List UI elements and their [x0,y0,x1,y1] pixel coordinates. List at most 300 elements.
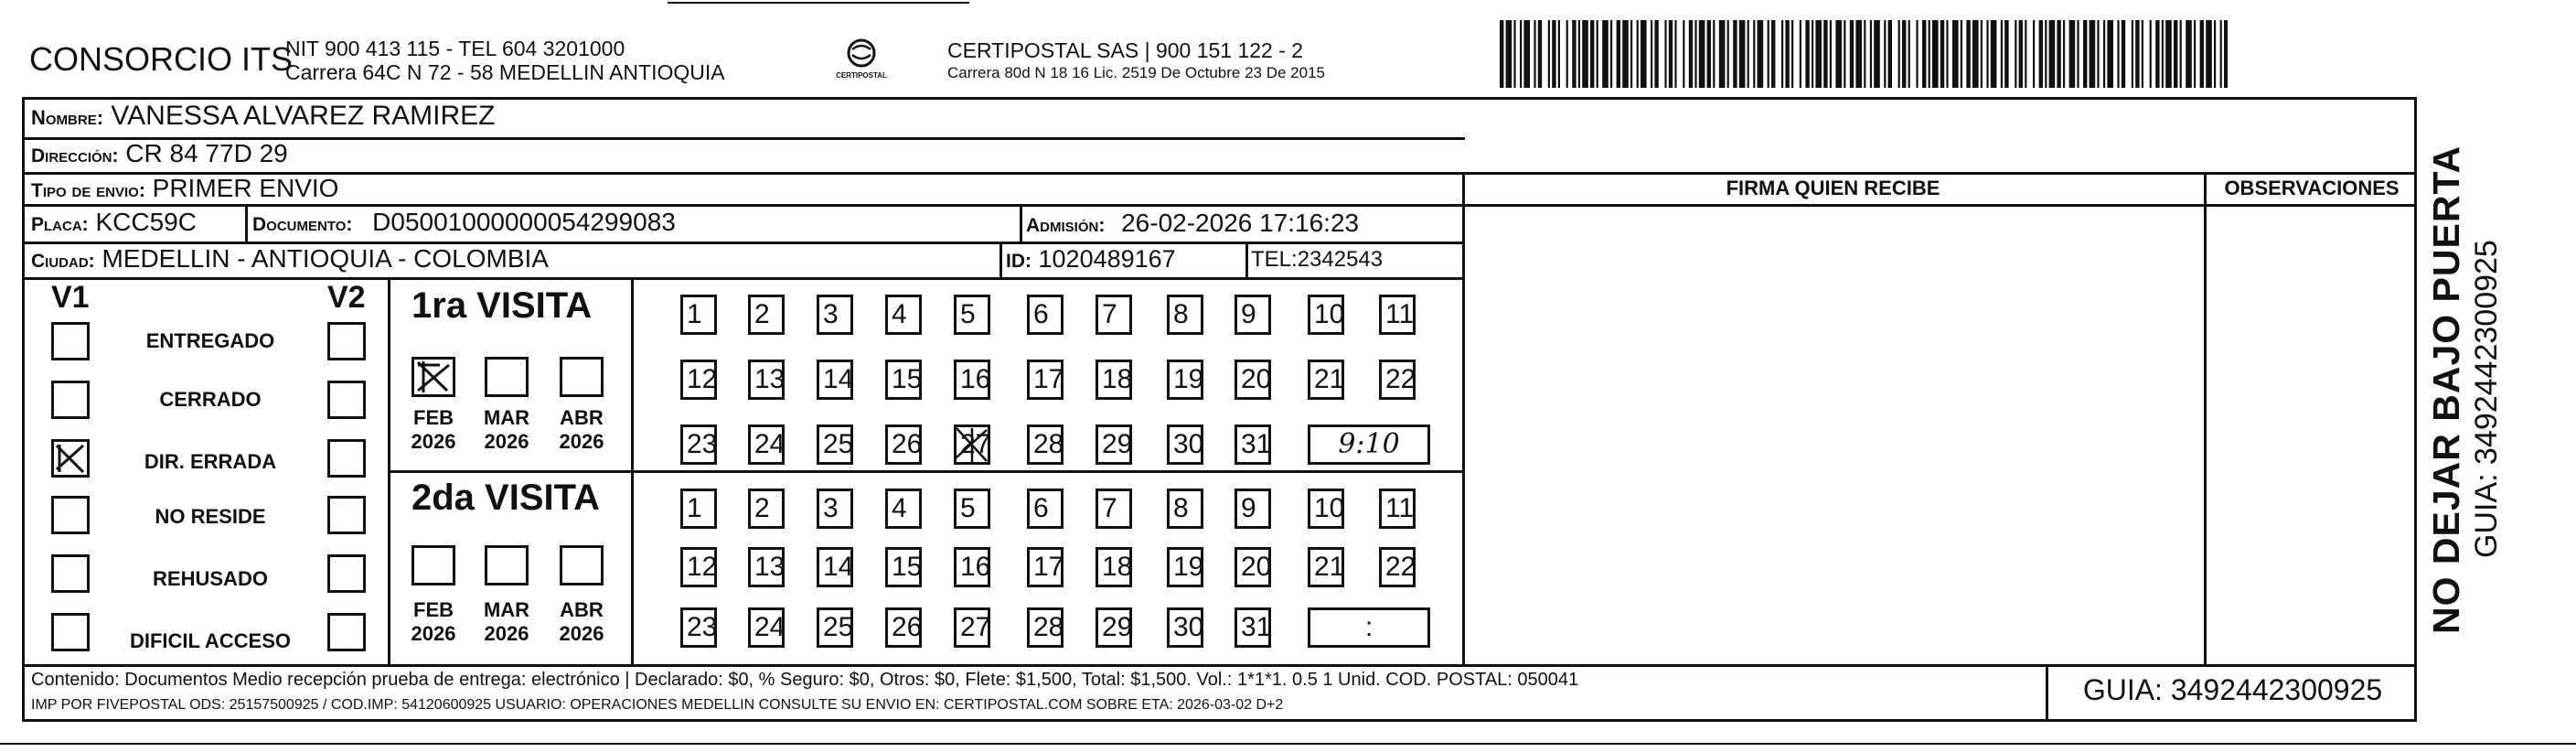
company-name: CONSORCIO ITS [29,40,294,78]
visit2-day-label: 30 [1173,612,1204,642]
v1-dir-errada-checkbox[interactable] [51,439,90,478]
barcode-bar [1850,20,1854,88]
visit1-day-31-box[interactable] [1235,424,1271,465]
nombre-value: VANESSA ALVAREZ RAMIREZ [111,101,496,131]
visit2-day-label: 8 [1173,493,1189,523]
status-entregado: ENTREGADO [145,329,275,352]
visit1-time-box[interactable] [1308,424,1430,465]
barcode-bar [2083,20,2087,88]
barcode-bar [1966,20,1970,88]
barcode-bar [1855,20,1862,88]
visit1-title: 1ra VISITA [412,285,593,326]
barcode-bar [1674,20,1676,88]
v1-rehusado-checkbox[interactable] [51,554,90,593]
barcode-bar [2224,20,2228,88]
visit2-day-label: 9 [1241,493,1256,523]
visit1-day-label: 22 [1385,364,1416,394]
visit1-day-17-box[interactable] [1027,360,1064,400]
visit1-day-label: 9 [1241,299,1256,329]
visit2-day-14-box[interactable] [817,547,853,587]
barcode-bar [1520,20,1522,88]
barcode-bar [1823,20,1827,88]
visit1-day-9-box[interactable] [1235,295,1271,335]
barcode-bar [1699,20,1705,88]
visit2-day-label: 7 [1102,493,1117,523]
barcode-bar [2122,20,2125,88]
barcode-bar [1753,20,1755,88]
barcode-bar [1513,20,1515,88]
visit1-day-8-box[interactable] [1167,295,1203,335]
visit1-day-5-box[interactable] [954,295,990,335]
footer-imp: IMP POR FIVEPOSTAL ODS: 25157500925 / COD.IMP: 54120600925 USUARIO: OPERACIONES MEDELLIN CONSULTE SU ENVIO EN: CERTIPOSTAL.COM SOBRE ETA: 2026-03-02 D+2 [31,697,1284,713]
visit1-day-4-box[interactable] [885,295,922,335]
visit2-day-27-box[interactable] [954,607,990,648]
barcode-bar [1669,20,1673,88]
barcode-bar [1694,20,1696,88]
barcode-bar [2186,20,2192,88]
barcode-bar [1929,20,1930,88]
barcode-bar [2103,20,2105,88]
visit2-day-label: 23 [687,612,718,642]
barcode-bar [1791,20,1793,88]
visit1-day-label: 27 [960,429,991,459]
visit1-feb-checkbox[interactable] [412,357,455,397]
visit2-title: 2da VISITA [412,478,600,518]
visit2-day-label: 28 [1033,612,1064,642]
visit2-day-label: 12 [687,552,718,582]
barcode-bar [1844,20,1845,88]
barcode-bar [1991,20,1997,88]
tel-label: TEL: [1251,247,1298,272]
barcode-bar [1768,20,1769,88]
tel-value: 2342543 [1297,247,1384,272]
visit2-day-21-box[interactable] [1308,547,1344,587]
visit2-day-label: 25 [823,612,854,642]
barcode-bar [1986,20,1988,88]
visit2-year-feb: 2026 [411,622,456,645]
footer-guia: GUIA: 3492442300925 [2082,673,2383,706]
visit1-day-label: 15 [892,364,923,394]
barcode-bar [1864,20,1865,88]
visit2-abr-checkbox[interactable] [560,545,604,585]
visit1-day-29-box[interactable] [1096,424,1132,465]
barcode-bar [1781,20,1783,88]
barcode-bar [1733,20,1737,88]
visit2-day-9-box[interactable] [1235,489,1271,529]
visit1-day-3-box[interactable] [817,295,853,335]
barcode-bar [2194,20,2196,88]
handwritten-cross-mark [54,442,87,475]
visit2-day-30-box[interactable] [1167,607,1203,648]
visit2-year-mar: 2026 [484,622,529,645]
barcode-bar [2117,20,2119,88]
barcode-bar [1552,20,1555,88]
visit1-year-mar: 2026 [484,430,529,453]
visit2-day-label: 2 [754,493,770,523]
tipo-envio-label: Tipo de envio: [31,180,145,201]
barcode-bar [1870,20,1872,88]
visit1-day-27-box[interactable] [954,424,990,465]
barcode-bar [1972,20,1979,88]
barcode-bar [1922,20,1926,88]
barcode-bar [2155,20,2159,88]
visit1-day-22-box[interactable] [1379,360,1416,400]
barcode-bar [1758,20,1764,88]
visit2-day-label: 29 [1102,612,1133,642]
documento-value: D05001000000054299083 [372,208,676,236]
visit1-day-28-box[interactable] [1027,424,1064,465]
v1-label: V1 [51,280,90,315]
barcode-bar [1771,20,1775,88]
barcode-bar [2097,20,2099,88]
barcode-bar [2049,20,2056,88]
visit1-day-30-box[interactable] [1167,424,1203,465]
visit1-day-label: 26 [892,429,923,459]
visit1-day-label: 24 [754,429,786,459]
status-dificil-acceso: DIFICIL ACCESO [129,629,291,652]
visit1-day-10-box[interactable] [1308,295,1344,335]
visit1-day-2-box[interactable] [748,295,785,335]
side-guia: GUIA: 3492442300925 [2469,240,2504,558]
status-rehusado: REHUSADO [153,567,268,590]
barcode-bar [1707,20,1711,88]
barcode-bar [2039,20,2043,88]
barcode-bar [2004,20,2008,88]
barcode-bar [1654,20,1658,88]
visit1-day-16-box[interactable] [954,360,990,400]
v2-dificil-acceso-checkbox[interactable] [327,613,366,651]
visit1-day-label: 31 [1241,429,1272,459]
visit1-day-label: 20 [1241,364,1272,394]
handwritten-day-mark [954,424,990,465]
admision-value: 26-02-2026 17:16:23 [1121,209,1360,237]
visit1-day-label: 7 [1102,299,1117,329]
visit2-day-label: 16 [960,552,991,582]
visit2-day-3-box[interactable] [817,489,853,529]
visit1-day-label: 10 [1314,299,1345,329]
visit2-day-12-box[interactable] [680,547,717,587]
visit2-day-label: 3 [823,493,839,523]
certipostal-logo [834,35,889,90]
barcode-bar [1617,20,1620,88]
barcode [1500,20,2228,88]
barcode-bar [2142,20,2143,88]
visit1-day-6-box[interactable] [1027,295,1064,335]
barcode-bar [1748,20,1749,88]
barcode-bar [2220,20,2222,88]
barcode-bar [1835,20,1842,88]
visit2-month-abr: ABR [560,598,604,621]
visit1-abr-checkbox[interactable] [560,357,604,397]
visit1-day-26-box[interactable] [885,424,922,465]
visit1-day-19-box[interactable] [1167,360,1203,400]
visit2-time-box[interactable] [1308,607,1430,648]
visit2-day-label: 11 [1385,493,1415,523]
visit1-day-label: 23 [687,429,718,459]
barcode-bar [1812,20,1813,88]
ciudad-label: Ciudad: [31,251,95,272]
visit2-day-7-box[interactable] [1096,489,1132,529]
visit2-day-label: 22 [1385,552,1416,582]
visit2-day-label: 14 [823,552,854,582]
barcode-bar [1548,20,1550,88]
visit2-mar-checkbox[interactable] [485,545,529,585]
barcode-bar [1719,20,1726,88]
barcode-bar [1689,20,1693,88]
barcode-bar [2132,20,2133,88]
visit1-month-feb: FEB [413,406,454,429]
visit2-day-10-box[interactable] [1308,489,1344,529]
visit2-day-label: 6 [1033,493,1049,523]
barcode-bar [2214,20,2216,88]
tipo-envio-value: PRIMER ENVIO [152,174,339,202]
barcode-bar [1534,20,1535,88]
barcode-bar [2174,20,2177,88]
visit1-day-12-box[interactable] [680,360,717,400]
footer-contenido: Contenido: Documentos Medio recepción prueba de entrega: electrónico | Declarado: $0, % Seguro: $0, Otros: $0, Flete: $1,500, Total: $1,500. Vol.: 1*1*1. 0.5 1 Unid. COD. POSTAL: 050041 [31,670,1579,690]
visit2-day-16-box[interactable] [954,547,990,587]
status-dir-errada: DIR. ERRADA [144,450,277,473]
barcode-bar [1637,20,1639,88]
barcode-bar [2165,20,2172,88]
id-label: ID: [1006,251,1031,272]
logo-text: CERTIPOSTAL [836,71,887,80]
barcode-bar [1558,20,1560,88]
direccion-value: CR 84 77D 29 [125,139,288,167]
visit2-day-2-box[interactable] [748,489,785,529]
visit2-day-5-box[interactable] [954,489,990,529]
nombre-label: Nombre: [31,106,104,129]
visit2-day-label: 5 [960,493,976,523]
visit2-year-abr: 2026 [559,622,604,645]
visit1-day-11-box[interactable] [1379,295,1416,335]
visit2-day-6-box[interactable] [1027,489,1064,529]
visit1-day-23-box[interactable] [680,424,717,465]
visit1-day-label: 5 [960,299,976,329]
barcode-bar [1815,20,1822,88]
visit1-day-label: 29 [1102,429,1133,459]
barcode-bar [1800,20,1801,88]
barcode-bar [1566,20,1568,88]
barcode-bar [2045,20,2047,88]
visit1-day-24-box[interactable] [748,424,785,465]
barcode-bar [2057,20,2060,88]
id-value: 1020489167 [1038,245,1176,273]
barcode-bar [1590,20,1594,88]
visit1-day-label: 1 [687,299,702,329]
barcode-bar [1683,20,1684,88]
barcode-bar [1981,20,1983,88]
barcode-bar [1727,20,1729,88]
visit1-day-label: 3 [823,299,839,329]
visit1-day-label: 6 [1033,299,1049,329]
barcode-bar [1952,20,1959,88]
visit2-day-17-box[interactable] [1027,547,1064,587]
visit1-month-abr: ABR [560,406,604,429]
visit1-day-15-box[interactable] [885,360,922,400]
barcode-bar [1578,20,1580,88]
visit1-day-label: 12 [687,364,718,394]
v1-cerrado-checkbox[interactable] [51,381,90,419]
barcode-bar [1902,20,1906,88]
visit1-year-feb: 2026 [411,430,456,453]
visit2-day-label: 31 [1241,612,1272,642]
visit2-day-1-box[interactable] [680,489,717,529]
barcode-bar [2150,20,2152,88]
barcode-bar [1651,20,1652,88]
visit1-mar-checkbox[interactable] [485,357,529,397]
barcode-bar [2107,20,2113,88]
visit2-day-11-box[interactable] [1379,489,1416,529]
visit1-day-label: 2 [754,299,770,329]
visit1-day-1-box[interactable] [680,295,717,335]
barcode-bar [1961,20,1962,88]
barcode-bar [1597,20,1598,88]
visit2-day-20-box[interactable] [1235,547,1271,587]
firma-header: FIRMA QUIEN RECIBE [1726,177,1940,199]
barcode-bar [2001,20,2003,88]
placa-value: KCC59C [95,208,197,236]
ciudad-value: MEDELLIN - ANTIOQUIA - COLOMBIA [102,244,549,273]
barcode-bar [1582,20,1588,88]
handwritten-month-mark [414,360,453,394]
barcode-bar [1940,20,1944,88]
v1-entregado-checkbox[interactable] [51,322,90,360]
company-address: Carrera 64C N 72 - 58 MEDELLIN ANTIOQUIA [285,60,725,84]
barcode-bar [1805,20,1809,88]
direccion-label: Dirección: [31,145,119,167]
barcode-bar [1664,20,1666,88]
barcode-bar [2180,20,2182,88]
certipostal-nit: CERTIPOSTAL SAS | 900 151 122 - 2 [947,38,1304,62]
v2-entregado-checkbox[interactable] [327,322,366,360]
barcode-bar [1641,20,1647,88]
v2-dir-errada-checkbox[interactable] [327,439,366,478]
visit2-day-label: 18 [1102,552,1133,582]
visit1-day-label: 25 [823,429,854,459]
status-cerrado: CERRADO [159,388,262,411]
visit1-day-7-box[interactable] [1096,295,1132,335]
visit1-day-label: 17 [1033,364,1064,394]
barcode-bar [1785,20,1789,88]
barcode-bar [2015,20,2016,88]
visit2-day-4-box[interactable] [885,489,922,529]
barcode-bar [1610,20,1612,88]
visit2-day-13-box[interactable] [748,547,785,587]
v2-no-reside-checkbox[interactable] [327,496,366,534]
visit2-month-feb: FEB [413,598,454,621]
visit1-day-label: 16 [960,364,991,394]
visit2-day-label: 1 [687,493,702,523]
visit2-day-28-box[interactable] [1027,607,1064,648]
visit2-day-label: 10 [1314,493,1345,523]
visit2-day-26-box[interactable] [885,607,922,648]
visit1-day-label: 18 [1102,364,1133,394]
status-no-reside: NO RESIDE [155,505,266,528]
visit2-day-29-box[interactable] [1096,607,1132,648]
visit1-day-25-box[interactable] [817,424,853,465]
visit2-month-mar: MAR [483,598,530,621]
barcode-bar [1523,20,1530,88]
barcode-bar [1538,20,1542,88]
visit2-day-8-box[interactable] [1167,489,1203,529]
v2-cerrado-checkbox[interactable] [327,381,366,419]
visit2-day-23-box[interactable] [680,607,717,648]
visit2-day-label: 13 [754,552,786,582]
visit2-day-label: 24 [754,612,786,642]
visit1-day-label: 19 [1173,364,1204,394]
barcode-bar [1500,20,1503,88]
visit2-day-22-box[interactable] [1379,547,1416,587]
v2-rehusado-checkbox[interactable] [327,554,366,593]
visit2-day-18-box[interactable] [1096,547,1132,587]
visit1-day-label: 21 [1314,364,1345,394]
barcode-bar [1898,20,1900,88]
visit1-day-label: 30 [1173,429,1204,459]
visit2-day-label: 26 [892,612,923,642]
barcode-bar [2063,20,2065,88]
visit2-day-label: 21 [1314,552,1345,582]
barcode-bar [2077,20,2079,88]
barcode-bar [2162,20,2164,88]
visit2-day-25-box[interactable] [817,607,853,648]
placa-label: Placa: [31,214,89,235]
v1-no-reside-checkbox[interactable] [51,496,90,534]
visit2-day-15-box[interactable] [885,547,922,587]
visit1-day-20-box[interactable] [1235,360,1271,400]
barcode-bar [2135,20,2139,88]
visit1-day-21-box[interactable] [1308,360,1344,400]
documento-label: Documento: [252,214,353,235]
visit2-day-label: 17 [1033,552,1064,582]
observaciones-header: OBSERVACIONES [2224,177,2400,199]
barcode-bar [1888,20,1892,88]
admision-label: Admisión: [1026,215,1106,236]
barcode-bar [1739,20,1746,88]
barcode-bar [1932,20,1939,88]
visit2-day-label: 4 [892,493,907,523]
visit2-day-31-box[interactable] [1235,607,1271,648]
visit1-day-14-box[interactable] [817,360,853,400]
barcode-bar [1884,20,1886,88]
barcode-bar [1572,20,1576,88]
visit1-month-mar: MAR [483,406,530,429]
barcode-bar [2019,20,2023,88]
barcode-bar [2033,20,2035,88]
visit2-feb-checkbox[interactable] [412,545,455,585]
barcode-bar [1713,20,1715,88]
visit2-day-24-box[interactable] [748,607,785,648]
visit2-day-19-box[interactable] [1167,547,1203,587]
barcode-bar [1622,20,1629,88]
visit1-day-18-box[interactable] [1096,360,1132,400]
barcode-bar [1874,20,1880,88]
visit1-day-label: 13 [754,364,786,394]
barcode-bar [2206,20,2212,88]
visit2-day-label: 19 [1173,552,1204,582]
barcode-bar [2090,20,2096,88]
v1-dificil-acceso-checkbox[interactable] [51,613,90,651]
visit1-day-label: 8 [1173,299,1189,329]
barcode-bar [2200,20,2204,88]
barcode-bar [1830,20,1832,88]
visit2-day-label: 27 [960,612,991,642]
visit2-day-label: 15 [892,552,923,582]
visit1-day-label: 4 [892,299,907,329]
barcode-bar [1916,20,1918,88]
visit1-year-abr: 2026 [559,430,604,453]
visit1-day-13-box[interactable] [748,360,785,400]
